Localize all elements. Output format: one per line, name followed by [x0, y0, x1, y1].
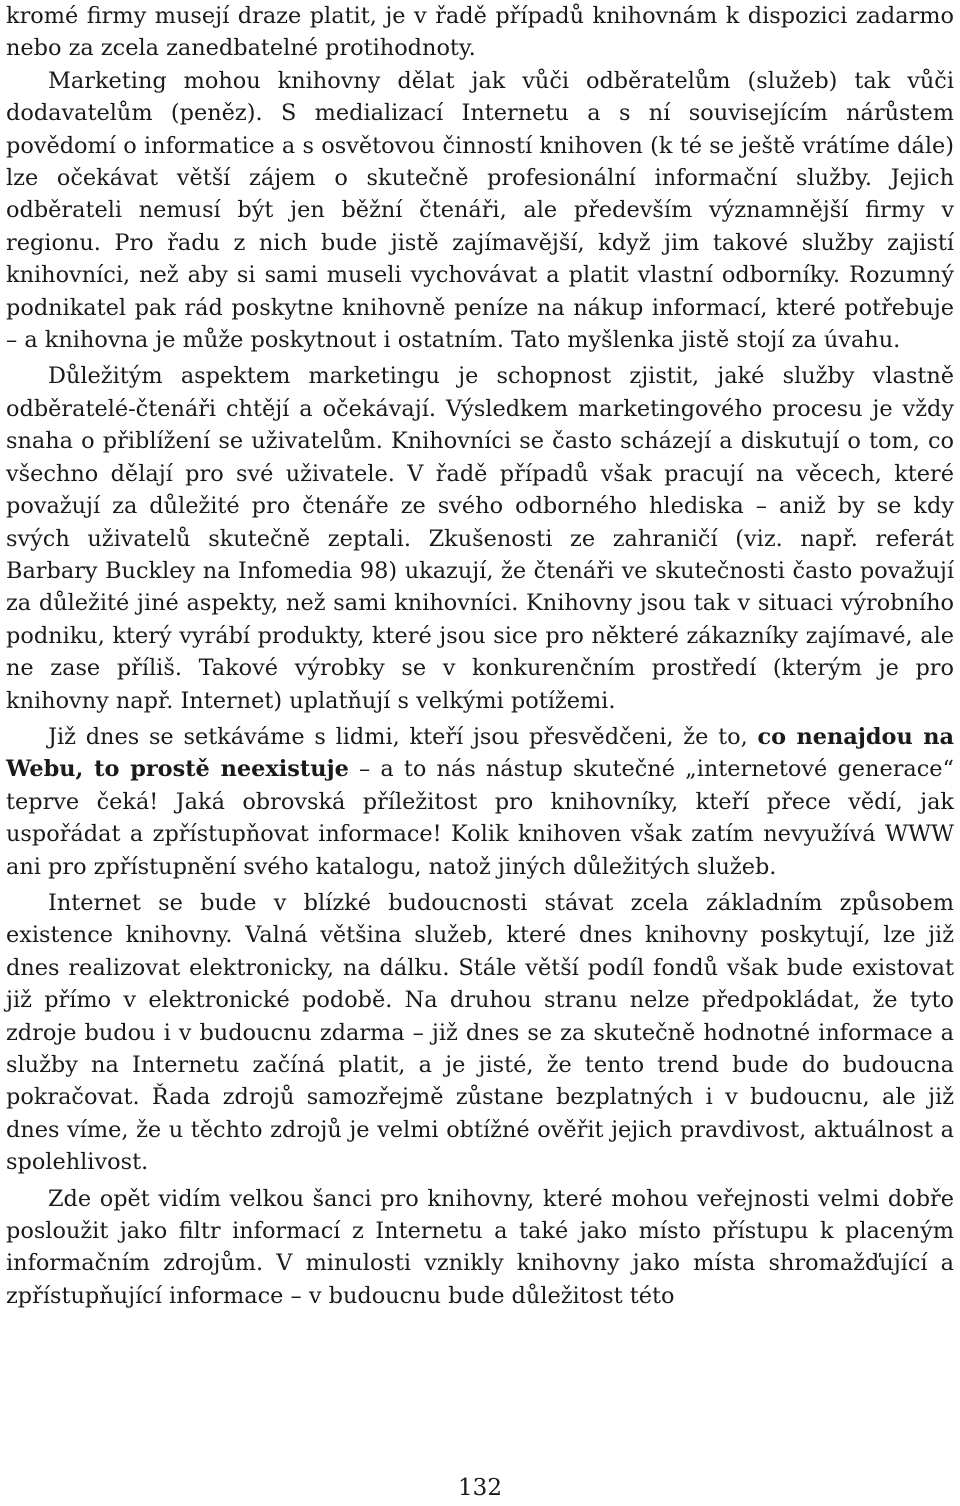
emphasized-phrase: co nenajdou na Webu, to prostě neexistuje [6, 723, 954, 783]
paragraph-marketing: Marketing mohou knihovny dělat jak vůči odběratelům (služeb) tak vůči dodavatelům (peněz). S medializací Internetu a s ní souvisejícím nárůstem povědomí o informatice a s osvětovou činností knihoven (k té se ještě vrátíme dále) lze očekávat větší zájem o skutečně profesionální informační služby. Jejich odběrateli nemusí být jen běžní čtenáři, ale především významnější firmy v regionu. Pro řadu z nich bude jistě zajímavější, když jim takové služby zajistí knihovníci, než aby si sami museli vychovávat a platit vlastní odborníky. Rozumný podnikatel pak rád poskytne knihovně peníze na nákup informací, které potřebuje – a knihovna je může poskytnout i ostatním. Tato myšlenka jistě stojí za úvahu. [6, 67, 954, 354]
paragraph-continuation: kromé firmy musejí draze platit, je v řadě případů knihovnám k dispozici zadarmo nebo za zcela zanedbatelné protihodnoty. [6, 3, 954, 62]
paragraph-web-generation-start: Již dnes se setkáváme s lidmi, kteří jsou přesvědčeni, že to, [48, 723, 758, 750]
paragraph-marketing-aspect: Důležitým aspektem marketingu je schopnost zjistit, jaké služby vlastně odběratelé-čtenáři chtějí a očekávají. Výsledkem marketingového procesu je vždy snaha o přiblížení se uživatelům. Knihovníci se často scházejí a diskutují o tom, co všechno dělají pro své uživatele. V řadě případů však pracují na věcech, které považují za důležité pro čtenáře ze svého odborného hlediska – aniž by se kdy svých uživatelů skutečně zeptali. Zkušenosti ze zahraničí (viz. např. referát Barbary Buckley na Infomedia 98) ukazují, že čtenáři ve skutečnosti často považují za důležité jiné aspekty, než sami knihovníci. Knihovny jsou tak v situaci výrobního podniku, který vyrábí produkty, které jsou sice pro některé zákazníky zajímavé, ale ne zase příliš. Takové výrobky se v konkurenčním prostředí (kterým je pro knihovny např. Internet) uplatňují s velkými potížemi. [6, 363, 954, 714]
paragraph-web-generation [6, 721, 954, 883]
paragraph-library-chance: Zde opět vidím velkou šanci pro knihovny, které mohou veřejnosti velmi dobře posloužit jako filtr informací z Internetu a také jako místo přístupu k placeným informačním zdrojům. V minulosti vznikly knihovny jako místa shromažďující a zpřístupňující informace – v budoucnu bude důležitost této [6, 1185, 954, 1309]
page-number: 132 [458, 1475, 502, 1501]
paragraph-internet-future: Internet se bude v blízké budoucnosti stávat zcela základním způsobem existence knihovny. Valná většina služeb, které dnes knihovny poskytují, lze již dnes realizovat elektronicky, na dálku. Stále větší podíl fondů však bude existovat již přímo v elektronické podobě. Na druhou stranu nelze předpokládat, že tyto zdroje budou i v budoucnu zdarma – již dnes se za skutečně hodnotné informace a služby na Internetu začíná platit, a je jisté, že tento trend bude do budoucna pokračovat. Řada zdrojů samozřejmě zůstane bezplatných i v budoucnu, ale již dnes víme, že u těchto zdrojů je velmi obtížné ověřit jejich pravdivost, aktuálnost a spolehlivost. [6, 889, 954, 1176]
document-page [6, 0, 954, 1312]
paragraph-web-generation-end: – a to nás nástup skutečné „internetové generace“ teprve čeká! Jaká obrovská příležitost pro knihovníky, kteří přece vědí, jak uspořádat a zpřístupňovat informace! Kolik knihoven však zatím nevyužívá WWW ani pro zpřístupnění svého katalogu, natož jiných důležitých služeb. [6, 756, 954, 880]
